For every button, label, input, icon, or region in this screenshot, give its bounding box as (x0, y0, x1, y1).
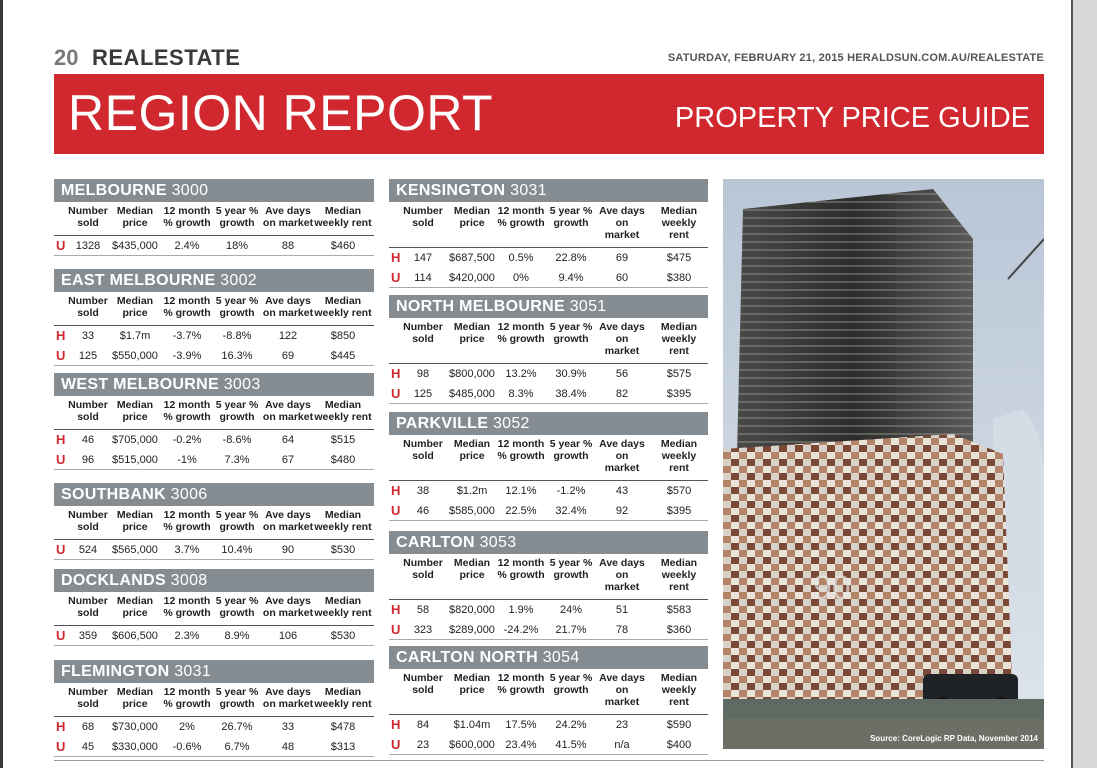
column-headers (54, 506, 374, 540)
suburb-postcode: 3003 (223, 376, 261, 393)
table-row (389, 384, 708, 404)
suburb-postcode: 3000 (171, 182, 209, 199)
region-report-banner (54, 74, 1044, 154)
cell-g5: 22.8% (555, 252, 587, 264)
cell-days: 56 (615, 368, 629, 380)
cell-rent: $460 (330, 240, 356, 252)
suburb-heading (389, 412, 708, 435)
suburb-heading (54, 660, 374, 683)
table-row (54, 236, 374, 256)
column-header: 12 month % growth (497, 557, 545, 581)
column-header: 5 year % growth (549, 205, 593, 229)
suburb-heading (389, 531, 708, 554)
column-header: Median price (453, 672, 491, 696)
column-header: 12 month % growth (163, 399, 211, 423)
cell-sold: 125 (78, 350, 98, 362)
column-header: Median price (453, 321, 491, 345)
column-header: Number sold (68, 686, 108, 710)
property-type: H (56, 719, 66, 734)
cell-sold: 58 (416, 604, 430, 616)
column-header: Ave days on market (262, 686, 314, 710)
cell-sold: 84 (416, 719, 430, 731)
property-type: U (391, 270, 401, 285)
property-type: U (391, 386, 401, 401)
column-header: Median price (116, 399, 154, 423)
table-row (389, 715, 708, 735)
cell-sold: 38 (416, 485, 430, 497)
suburb-name: WEST MELBOURNE (61, 376, 224, 393)
property-type: U (56, 739, 66, 754)
table-row (54, 346, 374, 366)
suburb-name: KENSINGTON (396, 182, 511, 199)
page-edge-right (1073, 0, 1097, 768)
page-header (54, 46, 1044, 70)
suburb-postcode: 3006 (170, 486, 208, 503)
cell-sold: 33 (81, 330, 95, 342)
suburb-name: EAST MELBOURNE (61, 272, 221, 289)
column-headers (54, 396, 374, 430)
cell-g5: -1.2% (556, 485, 586, 497)
cell-price: $550,000 (112, 350, 158, 362)
cell-g5: 24% (559, 604, 583, 616)
cell-days: n/a (614, 739, 630, 751)
column-headers (54, 292, 374, 326)
column-header: Number sold (68, 399, 108, 423)
suburb-name: CARLTON (396, 534, 480, 551)
cell-g12: 0% (513, 272, 529, 284)
cell-g5: 6.7% (224, 741, 250, 753)
column-header: Ave days on market (262, 509, 314, 533)
column-header: Number sold (68, 509, 108, 533)
property-type: U (391, 503, 401, 518)
table-row (54, 717, 374, 737)
suburb-name: DOCKLANDS (61, 572, 171, 589)
table-row (389, 364, 708, 384)
cell-price: $1.2m (456, 485, 488, 497)
cell-sold: 359 (78, 630, 98, 642)
table-row (54, 430, 374, 450)
cell-days: 92 (615, 505, 629, 517)
cell-price: $820,000 (449, 604, 495, 616)
cell-g12: 2.4% (174, 240, 200, 252)
suburb-postcode: 3052 (492, 415, 530, 432)
property-type: U (56, 452, 66, 467)
suburb-block (54, 569, 374, 646)
property-type: U (56, 348, 66, 363)
suburb-name: CARLTON NORTH (396, 649, 543, 666)
cell-g5: 9.4% (558, 272, 584, 284)
cell-days: 33 (281, 721, 295, 733)
column-headers (54, 202, 374, 236)
column-header: Median weekly rent (660, 438, 698, 474)
cell-g12: 12.1% (505, 485, 537, 497)
column-header: Median price (116, 686, 154, 710)
column-headers (389, 202, 708, 248)
cell-price: $565,000 (112, 544, 158, 556)
bottom-rule (54, 760, 1044, 761)
photo-source-caption: Source: CoreLogic RP Data, November 2014 (870, 734, 1038, 743)
suburb-heading (54, 373, 374, 396)
table-row (54, 540, 374, 560)
cell-g12: 13.2% (505, 368, 537, 380)
cell-g12: -0.2% (172, 434, 202, 446)
property-type: H (56, 432, 66, 447)
suburb-block (54, 269, 374, 366)
page-number: 20 (54, 45, 79, 70)
cell-g12: -1% (177, 454, 197, 466)
column-header: Median price (116, 295, 154, 319)
cell-g5: 10.4% (221, 544, 253, 556)
cell-rent: $583 (666, 604, 692, 616)
suburb-block (54, 660, 374, 757)
cell-sold: 46 (81, 434, 95, 446)
column-header: Number sold (403, 205, 443, 229)
cell-price: $600,000 (449, 739, 495, 751)
property-type: H (391, 366, 401, 381)
cell-g12: -0.6% (172, 741, 202, 753)
cell-sold: 114 (414, 272, 432, 284)
table-row (54, 326, 374, 346)
cell-sold: 23 (416, 739, 430, 751)
cell-sold: 46 (416, 505, 430, 517)
cell-days: 67 (281, 454, 295, 466)
cell-sold: 1328 (75, 240, 101, 252)
column-header: Number sold (403, 321, 443, 345)
column-header: Ave days on market (262, 595, 314, 619)
column-header: Median price (453, 557, 491, 581)
cell-g5: 38.4% (555, 388, 587, 400)
column-header: Median price (453, 205, 491, 229)
column-header: 12 month % growth (497, 672, 545, 696)
cell-price: $606,500 (112, 630, 158, 642)
cell-rent: $850 (330, 330, 356, 342)
cell-g5: 30.9% (555, 368, 587, 380)
column-headers (389, 669, 708, 715)
cell-days: 64 (281, 434, 295, 446)
column-header: Median weekly rent (660, 321, 698, 357)
cell-g12: 17.5% (505, 719, 537, 731)
column-headers (389, 318, 708, 364)
cell-g12: -3.7% (172, 330, 202, 342)
table-row (389, 268, 708, 288)
table-row (389, 481, 708, 501)
cell-rent: $478 (330, 721, 356, 733)
cell-rent: $395 (666, 388, 692, 400)
column-header: 12 month % growth (163, 595, 211, 619)
column-header: Median price (453, 438, 491, 462)
cell-sold: 147 (413, 252, 433, 264)
column-header: 5 year % growth (215, 595, 259, 619)
cell-sold: 98 (416, 368, 430, 380)
property-type: U (391, 737, 401, 752)
table-row (389, 600, 708, 620)
cell-days: 122 (278, 330, 298, 342)
cell-price: $435,000 (112, 240, 158, 252)
cell-g5: 32.4% (555, 505, 587, 517)
suburb-postcode: 3051 (569, 298, 607, 315)
dateline: SATURDAY, FEBRUARY 21, 2015 HERALDSUN.COM.AU/REALESTATE (667, 52, 1044, 64)
cell-g12: 2% (179, 721, 195, 733)
cell-g12: 1.9% (508, 604, 534, 616)
cell-rent: $590 (666, 719, 692, 731)
property-type: U (391, 622, 401, 637)
column-header: Median weekly rent (660, 557, 698, 593)
column-header: Median weekly rent (314, 295, 372, 319)
building-photo (723, 179, 1044, 749)
cell-g12: 3.7% (174, 544, 200, 556)
suburb-heading (54, 179, 374, 202)
column-header: Ave days on market (599, 321, 645, 357)
suburb-postcode: 3054 (542, 649, 580, 666)
suburb-heading (389, 179, 708, 202)
column-header: 5 year % growth (215, 399, 259, 423)
column-headers (389, 435, 708, 481)
cell-g5: 41.5% (555, 739, 587, 751)
cell-g5: -8.8% (222, 330, 252, 342)
cell-price: $730,000 (112, 721, 158, 733)
column-header: Median weekly rent (660, 205, 698, 241)
cell-g5: 16.3% (221, 350, 253, 362)
column-header: Median price (116, 205, 154, 229)
suburb-block (54, 373, 374, 470)
property-type: U (56, 628, 66, 643)
cell-price: $515,000 (112, 454, 158, 466)
suburb-heading (389, 295, 708, 318)
cell-rent: $570 (666, 485, 692, 497)
cell-g12: 2.3% (174, 630, 200, 642)
suburb-block (389, 646, 708, 755)
table-row (54, 626, 374, 646)
banner-title: REGION REPORT (68, 85, 494, 141)
suburb-postcode: 3031 (174, 663, 212, 680)
suburb-block (54, 483, 374, 560)
property-type: H (391, 250, 401, 265)
cell-rent: $360 (666, 624, 692, 636)
column-header: Median price (116, 509, 154, 533)
suburb-block (389, 295, 708, 404)
column-header: 12 month % growth (163, 295, 211, 319)
column-header: 12 month % growth (163, 205, 211, 229)
cell-rent: $380 (666, 272, 692, 284)
column-header: Ave days on market (599, 672, 645, 708)
cell-price: $800,000 (449, 368, 495, 380)
cell-g12: 0.5% (508, 252, 534, 264)
cell-g5: 18% (225, 240, 249, 252)
suburb-block (389, 179, 708, 288)
suburb-postcode: 3002 (220, 272, 257, 289)
cell-price: $289,000 (449, 624, 495, 636)
cell-days: 48 (281, 741, 295, 753)
tower-image (723, 179, 1044, 749)
suburb-block (389, 412, 708, 521)
suburb-heading (389, 646, 708, 669)
cell-price: $330,000 (112, 741, 158, 753)
suburb-name: MELBOURNE (61, 182, 172, 199)
column-header: Ave days on market (599, 205, 645, 241)
column-header: 12 month % growth (497, 438, 545, 462)
column-header: Ave days on market (262, 295, 314, 319)
suburb-postcode: 3031 (510, 182, 547, 199)
cell-g5: -8.6% (222, 434, 252, 446)
cell-sold: 524 (78, 544, 98, 556)
suburb-name: SOUTHBANK (61, 486, 171, 503)
column-header: Median weekly rent (314, 399, 372, 423)
property-type: H (56, 328, 66, 343)
cell-days: 90 (281, 544, 295, 556)
table-row (389, 735, 708, 755)
cell-rent: $400 (666, 739, 692, 751)
cell-sold: 323 (413, 624, 433, 636)
column-header: Median weekly rent (314, 509, 372, 533)
suburb-name: FLEMINGTON (61, 663, 175, 680)
suburb-block (389, 531, 708, 640)
column-header: Median weekly rent (314, 686, 372, 710)
cell-g5: 7.3% (224, 454, 250, 466)
cell-price: $585,000 (449, 505, 495, 517)
cell-g5: 21.7% (555, 624, 587, 636)
property-type: U (56, 542, 66, 557)
column-header: Number sold (68, 595, 108, 619)
column-header: 12 month % growth (163, 509, 211, 533)
cell-rent: $575 (666, 368, 692, 380)
column-header: Number sold (68, 295, 108, 319)
cell-days: 69 (281, 350, 295, 362)
cell-g12: -24.2% (503, 624, 539, 636)
column-header: 5 year % growth (549, 557, 593, 581)
table-row (54, 737, 374, 757)
suburb-postcode: 3053 (479, 534, 517, 551)
suburb-block (54, 179, 374, 256)
property-type: H (391, 483, 401, 498)
column-header: 5 year % growth (215, 686, 259, 710)
column-header: Median weekly rent (314, 595, 372, 619)
column-header: 12 month % growth (497, 321, 545, 345)
column-header: 5 year % growth (215, 295, 259, 319)
cell-price: $1.04m (453, 719, 491, 731)
cell-rent: $515 (330, 434, 356, 446)
section-name: REALESTATE (92, 45, 241, 70)
property-type: H (391, 717, 401, 732)
column-header: 5 year % growth (549, 321, 593, 345)
column-header: Number sold (403, 557, 443, 581)
cell-g12: 23.4% (505, 739, 537, 751)
cell-g5: 26.7% (221, 721, 253, 733)
column-header: 5 year % growth (215, 509, 259, 533)
column-header: 5 year % growth (549, 438, 593, 462)
cell-price: $687,500 (449, 252, 495, 264)
column-header: Ave days on market (262, 399, 314, 423)
suburb-name: PARKVILLE (396, 415, 493, 432)
table-row (54, 450, 374, 470)
table-row (389, 501, 708, 521)
cell-g5: 24.2% (555, 719, 587, 731)
column-header: 12 month % growth (497, 205, 545, 229)
column-header: Number sold (68, 205, 108, 229)
banner-subtitle: PROPERTY PRICE GUIDE (674, 102, 1030, 134)
cell-days: 60 (615, 272, 629, 284)
column-header: Number sold (403, 438, 443, 462)
property-type: H (391, 602, 401, 617)
page-edge-left (0, 0, 3, 768)
cell-days: 82 (615, 388, 629, 400)
cell-rent: $445 (330, 350, 356, 362)
cell-days: 78 (615, 624, 629, 636)
cell-days: 106 (278, 630, 298, 642)
column-header: Ave days on market (262, 205, 314, 229)
cell-days: 23 (615, 719, 629, 731)
suburb-postcode: 3008 (170, 572, 208, 589)
table-row (389, 620, 708, 640)
column-headers (54, 683, 374, 717)
cell-g12: -3.9% (172, 350, 202, 362)
column-header: Median price (116, 595, 154, 619)
column-header: 12 month % growth (163, 686, 211, 710)
column-header: Median weekly rent (314, 205, 372, 229)
cell-days: 51 (615, 604, 629, 616)
cell-price: $485,000 (449, 388, 495, 400)
cell-rent: $395 (666, 505, 692, 517)
cell-rent: $313 (330, 741, 356, 753)
column-header: 5 year % growth (549, 672, 593, 696)
cell-price: $705,000 (112, 434, 158, 446)
column-headers (54, 592, 374, 626)
column-header: 5 year % growth (215, 205, 259, 229)
table-row (389, 248, 708, 268)
cell-days: 43 (615, 485, 629, 497)
cell-rent: $530 (330, 544, 356, 556)
suburb-heading (54, 269, 374, 292)
cell-price: $1.7m (119, 330, 151, 342)
cell-rent: $530 (330, 630, 356, 642)
cell-sold: 125 (413, 388, 433, 400)
cell-g12: 8.3% (508, 388, 534, 400)
column-header: Number sold (403, 672, 443, 696)
cell-sold: 68 (81, 721, 95, 733)
cell-price: $420,000 (449, 272, 495, 284)
cell-days: 88 (281, 240, 295, 252)
suburb-heading (54, 569, 374, 592)
suburb-heading (54, 483, 374, 506)
column-header: Ave days on market (599, 438, 645, 474)
cell-sold: 96 (81, 454, 95, 466)
cell-days: 69 (615, 252, 629, 264)
svg-text:90: 90 (813, 569, 851, 607)
cell-rent: $480 (330, 454, 356, 466)
column-header: Median weekly rent (660, 672, 698, 708)
column-header: Ave days on market (599, 557, 645, 593)
cell-g5: 8.9% (224, 630, 250, 642)
property-type: U (56, 238, 66, 253)
cell-g12: 22.5% (505, 505, 537, 517)
suburb-name: NORTH MELBOURNE (396, 298, 570, 315)
cell-sold: 45 (81, 741, 95, 753)
column-headers (389, 554, 708, 600)
cell-rent: $475 (666, 252, 692, 264)
